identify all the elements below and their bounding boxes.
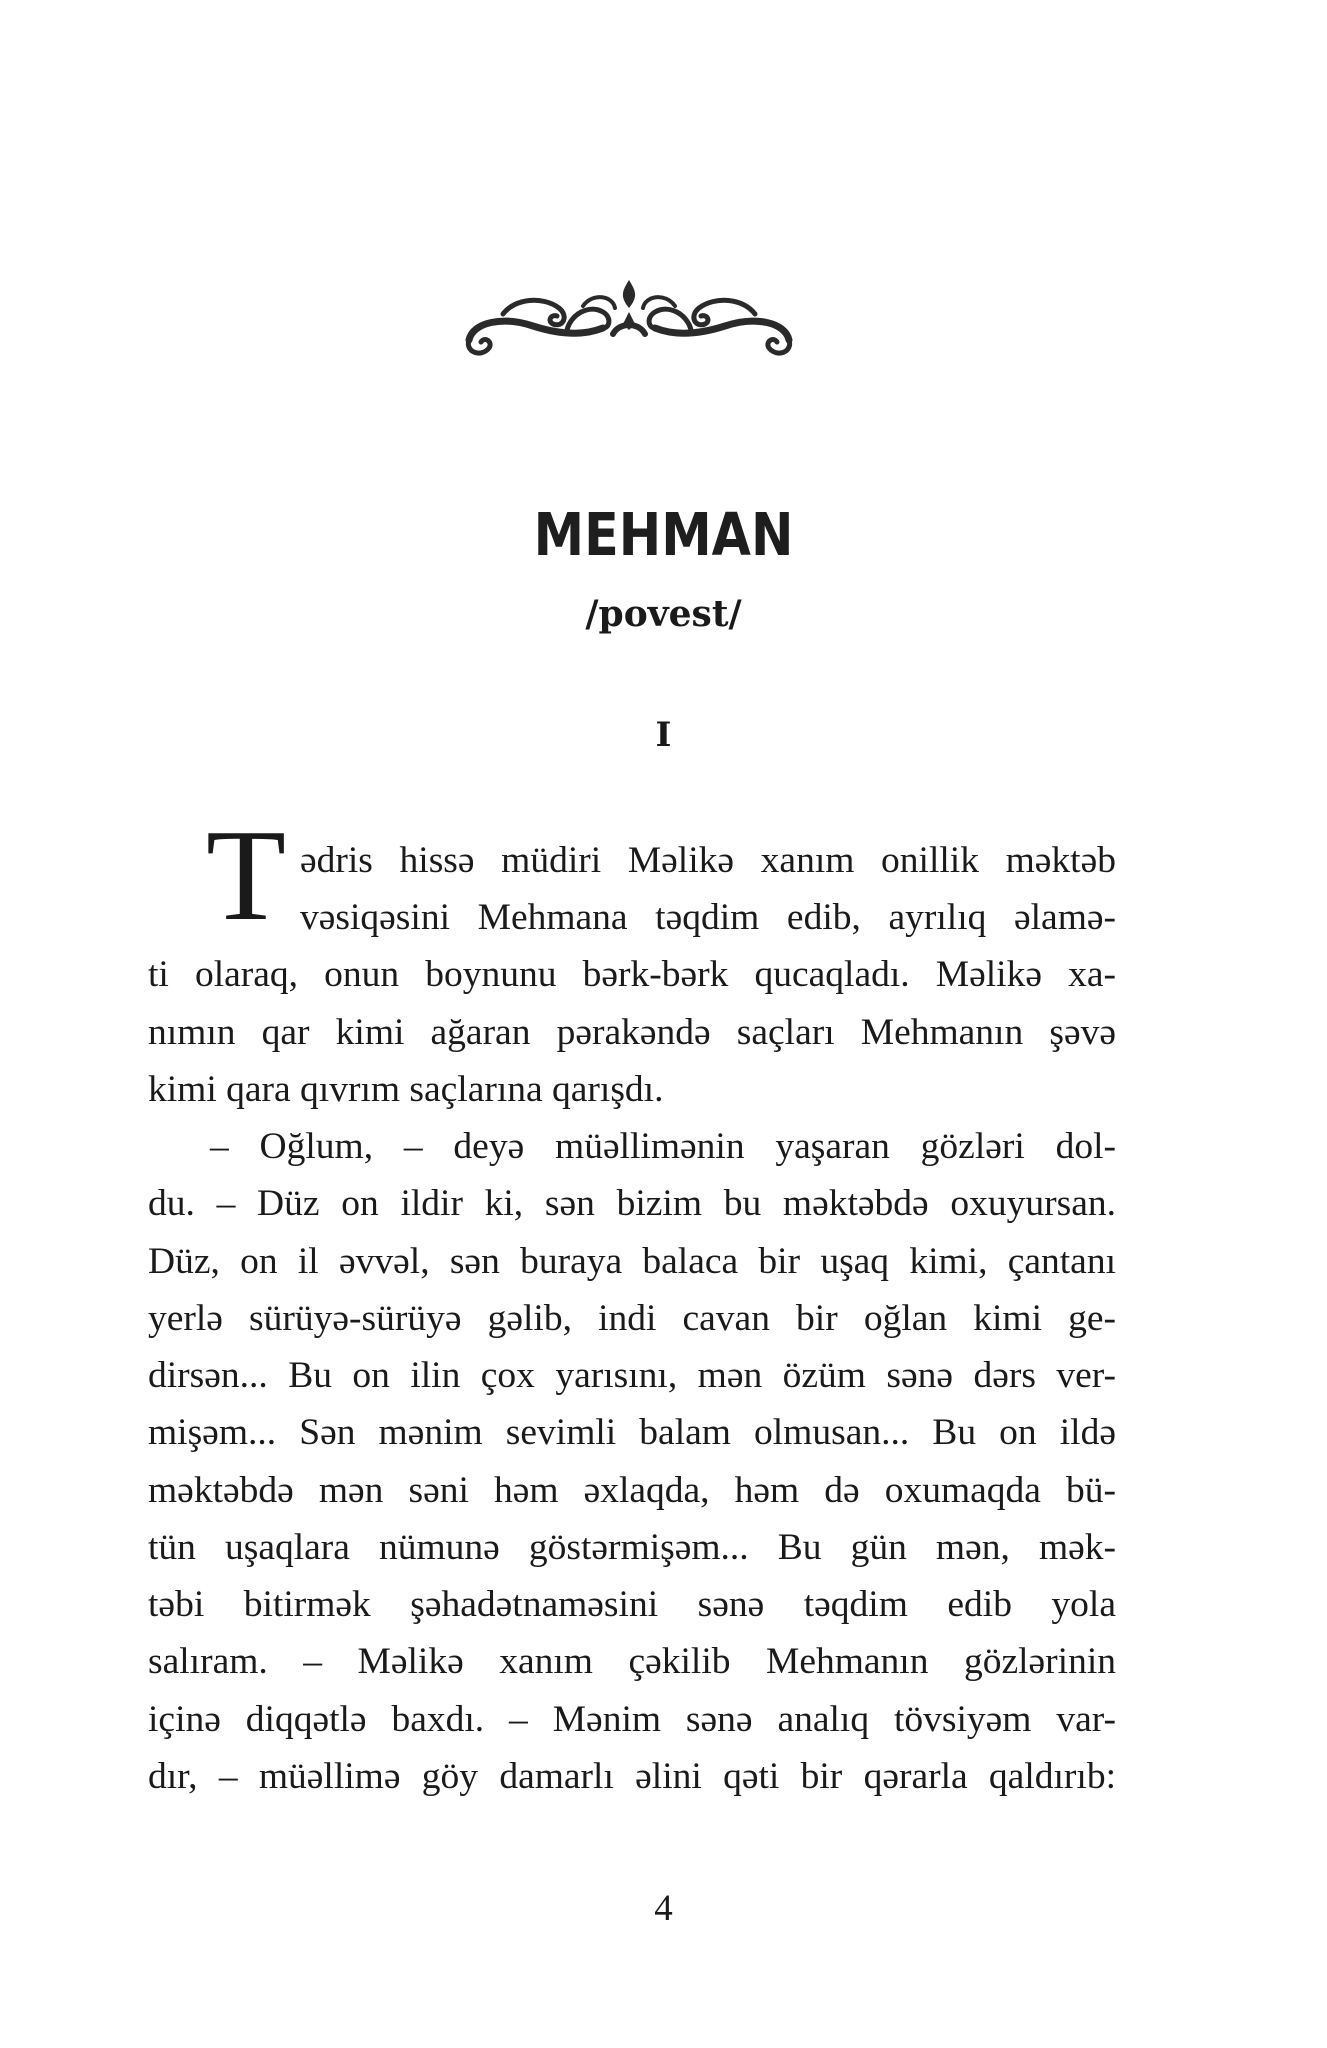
scroll-flourish-ornament-icon: [463, 278, 795, 362]
text-line: mişəm... Sən mənim sevimli balam olmusan... Bu on ildə: [148, 1412, 1116, 1453]
text-line: nımın qar kimi ağaran pərakəndə saçları Mehmanın şəvə: [148, 1012, 1116, 1053]
text-line: vəsiqəsini Mehmana təqdim edib, ayrılıq əlamə-: [300, 897, 1116, 938]
chapter-number: I: [655, 715, 672, 755]
text-line: ədris hissə müdiri Məlikə xanım onillik məktəb: [300, 840, 1116, 881]
drop-cap: T: [206, 803, 287, 948]
text-line: ti olaraq, onun boynunu bərk-bərk qucaqladı. Məlikə xa-: [148, 954, 1116, 995]
page-number: 4: [654, 1888, 673, 1929]
text-line: du. – Düz on ildir ki, sən bizim bu məktəbdə oxuyursan.: [148, 1183, 1116, 1224]
text-line: dır, – müəllimə göy damarlı əlini qəti bir qərarla qaldırıb:: [148, 1756, 1116, 1797]
page-title: MEHMAN: [533, 500, 794, 569]
genre-subtitle: /povest/: [585, 593, 742, 635]
text-line: içinə diqqətlə baxdı. – Mənim sənə analıq tövsiyəm var-: [148, 1699, 1116, 1740]
text-line: məktəbdə mən səni həm əxlaqda, həm də oxumaqda bü-: [148, 1470, 1116, 1511]
text-line: salıram. – Məlikə xanım çəkilib Mehmanın gözlərinin: [148, 1641, 1116, 1682]
text-line: yerlə sürüyə-sürüyə gəlib, indi cavan bir oğlan kimi ge-: [148, 1298, 1116, 1339]
text-line: – Oğlum, – deyə müəllimənin yaşaran gözləri dol-: [210, 1126, 1116, 1167]
text-line: Düz, on il əvvəl, sən buraya balaca bir uşaq kimi, çantanı: [148, 1241, 1116, 1282]
text-line: tün uşaqlara nümunə göstərmişəm... Bu gün mən, mək-: [148, 1527, 1116, 1568]
text-line: təbi bitirmək şəhadətnaməsini sənə təqdim edib yola: [148, 1584, 1116, 1625]
text-line: kimi qara qıvrım saçlarına qarışdı.: [148, 1069, 664, 1110]
text-line: dirsən... Bu on ilin çox yarısını, mən özüm sənə dərs ver-: [148, 1355, 1116, 1396]
